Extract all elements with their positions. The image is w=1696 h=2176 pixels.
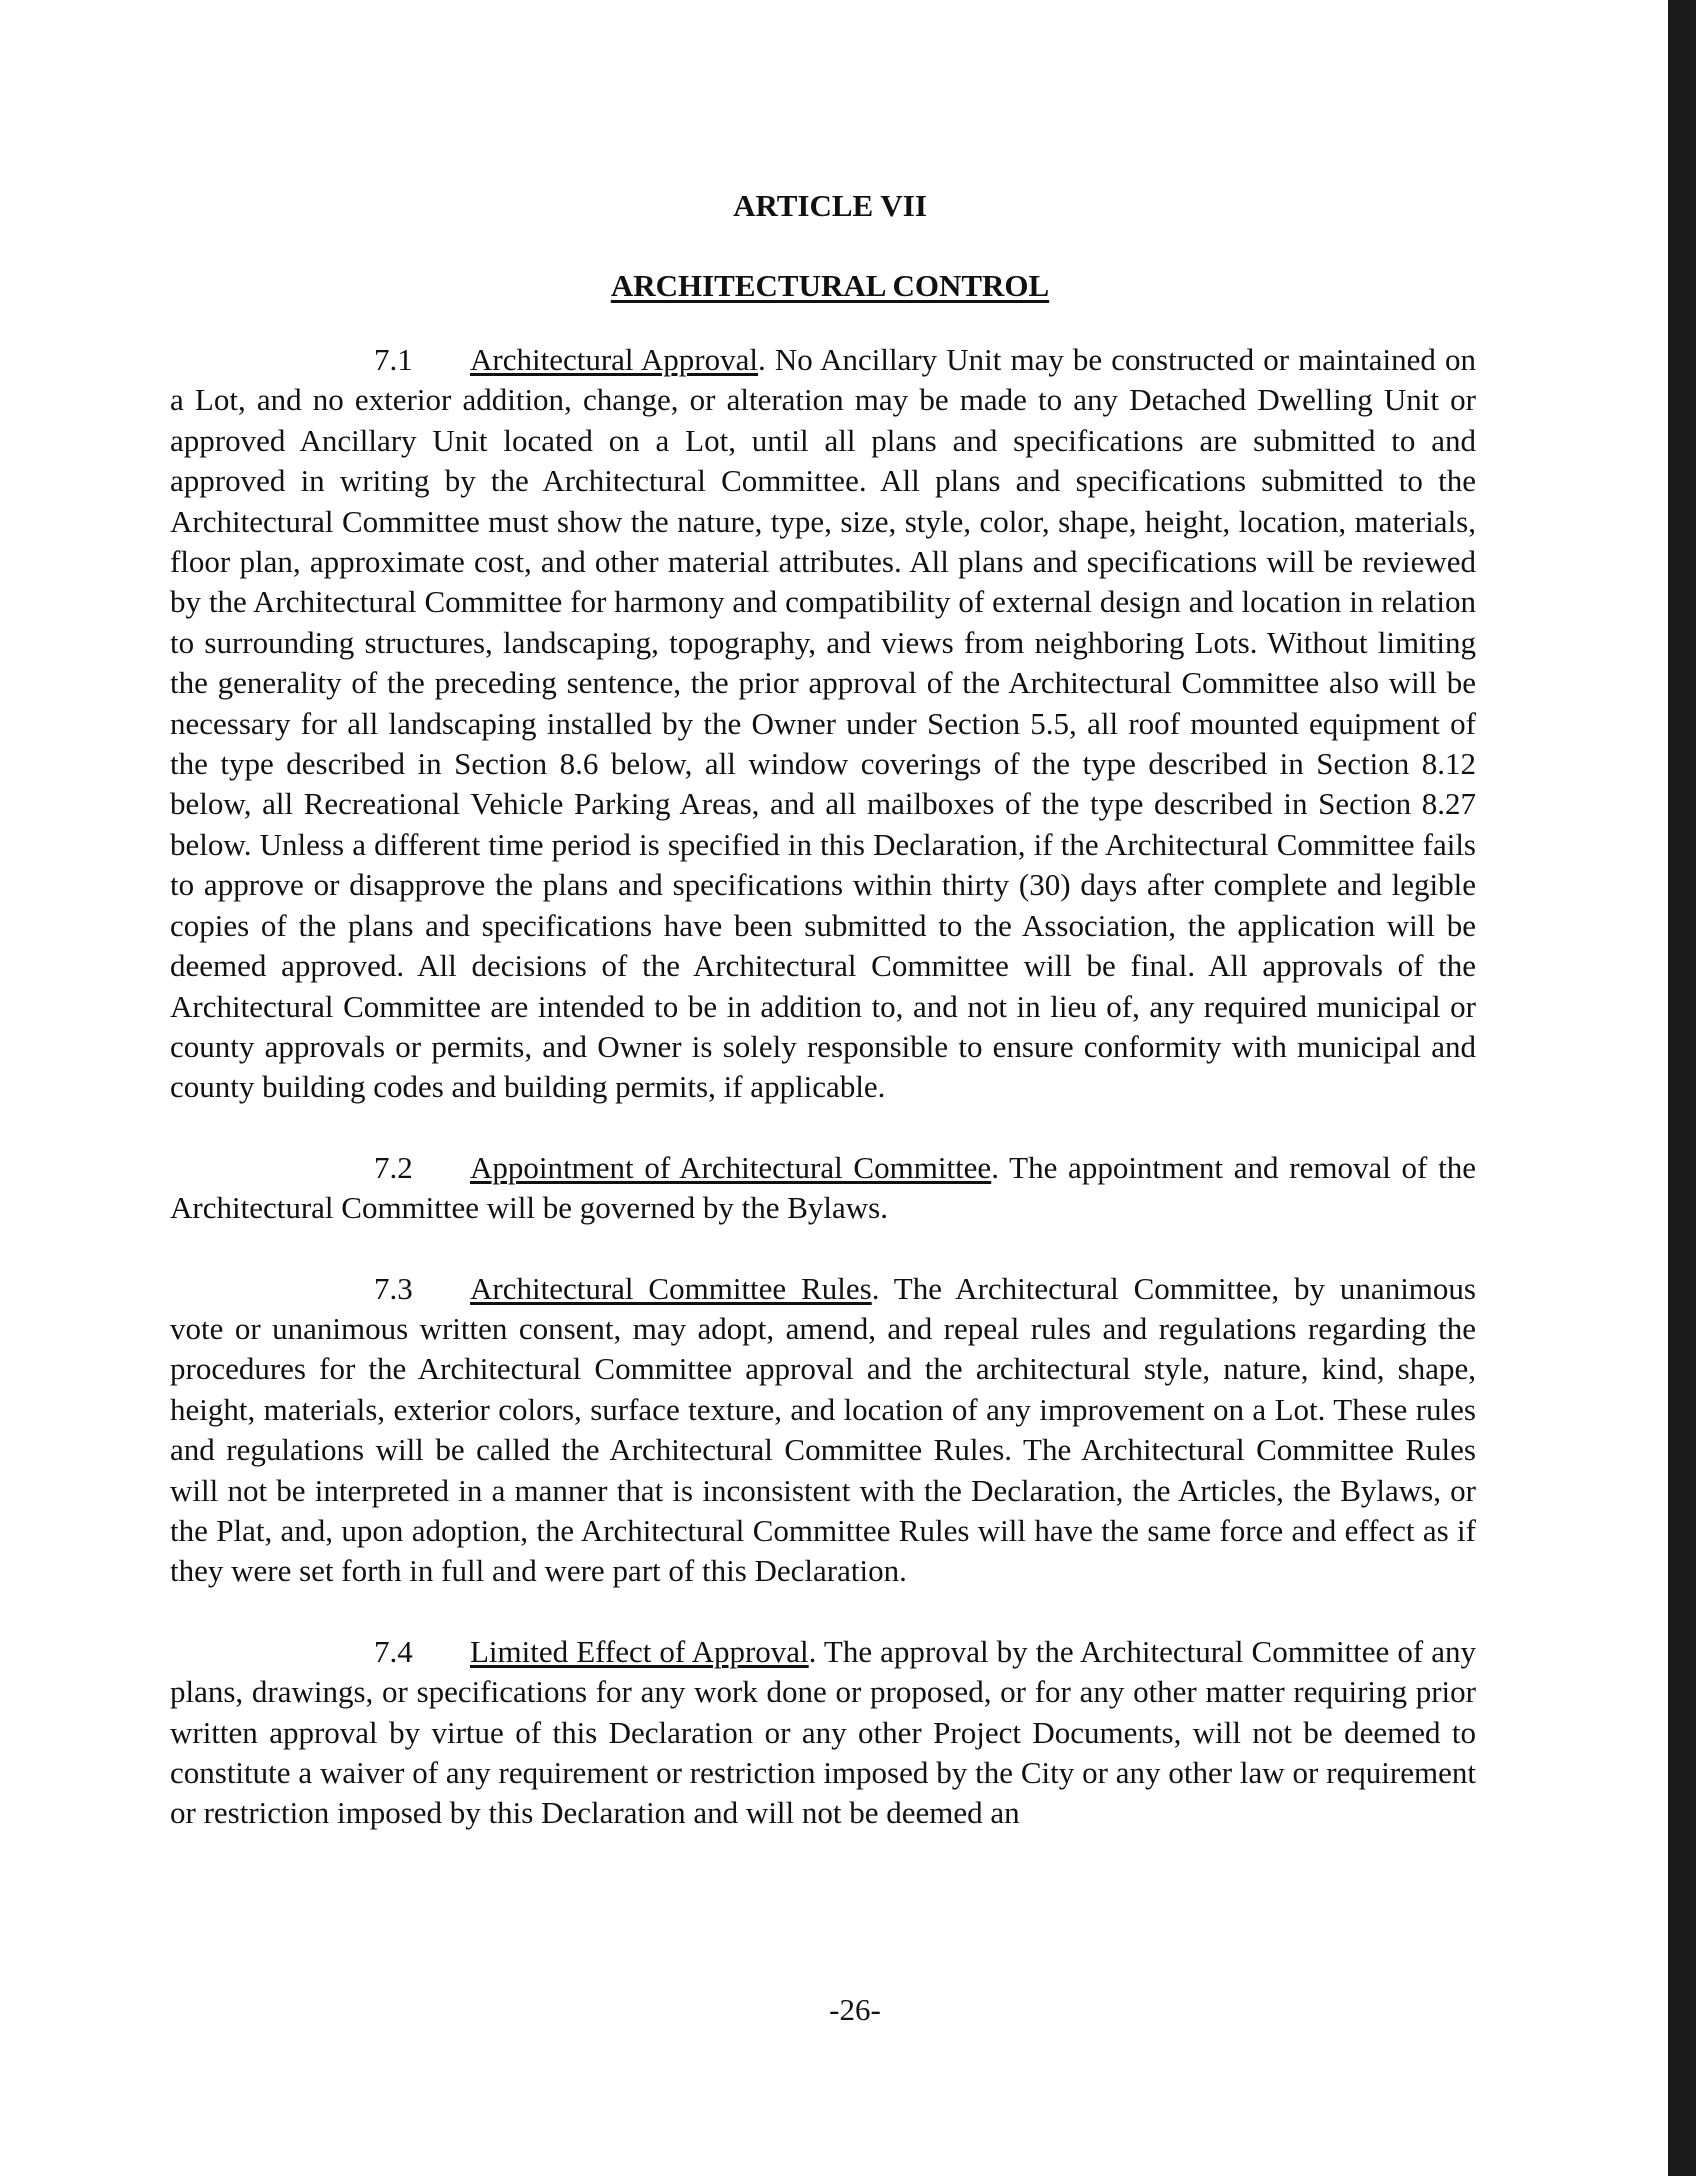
- section-heading: Architectural Approval: [470, 342, 758, 377]
- article-title: ARCHITECTURAL CONTROL: [610, 268, 1050, 303]
- section-7-3: [170, 1269, 1476, 1592]
- scan-edge-bar: [1668, 0, 1696, 2176]
- section-body: . The appointment and removal of the Architectural Committee will be governed by the Bylaws.: [170, 1149, 1476, 1226]
- article-title-wrap: [170, 266, 1476, 306]
- article-number: ARTICLE VII: [733, 188, 927, 223]
- section-heading: Appointment of Architectural Committee: [470, 1149, 992, 1185]
- section-body: . The approval by the Architectural Committee of any plans, drawings, or specifications for any work done or proposed, or for any other matter requiring prior written approval by virtue of this Declaration or any other Project Documents, will not be deemed to constitute a waiver of any requirement or restriction imposed by the City or any other law or requirement or restriction imposed by this Declaration and will not be deemed an: [170, 1633, 1476, 1831]
- section-7-1: [170, 340, 1476, 1108]
- section-number: 7.2: [374, 1149, 413, 1185]
- section-heading: Architectural Committee Rules: [470, 1270, 872, 1306]
- section-body: . No Ancillary Unit may be constructed or maintained on a Lot, and no exterior addition, change, or alteration may be made to any Detached Dwelling Unit or approved Ancillary Unit located on a Lot, until all plans and specifications are submitted to and approved in writing by the Architectural Committee. All plans and specifications submitted to the Architectural Committee must show the nature, type, size, style, color, shape, height, location, materials, floor plan, approximate cost, and other material attributes. All plans and specifications will be reviewed by the Architectural Committee for harmony and compatibility of external design and location in relation to surrounding structures, landscaping, topography, and views from neighboring Lots. Without limiting the generality of the preceding sentence, the prior approval of the Architectural Committee also will be necessary for all landscaping installed by the Owner under Section 5.5, all roof mounted equipment of the type described in Section 8.6 below, all window coverings of the type described in Section 8.12 below, all Recreational Vehicle Parking Areas, and all mailboxes of the type described in Section 8.27 below. Unless a different time period is specified in this Declaration, if the Architectural Committee fails to approve or disapprove the plans and specifications within thirty (30) days after complete and legible copies of the plans and specifications have been submitted to the Association, the application will be deemed approved. All decisions of the Architectural Committee will be final. All approvals of the Architectural Committee are intended to be in addition to, and not in lieu of, any required municipal or county approvals or permits, and Owner is solely responsible to ensure conformity with municipal and county building codes and building permits, if applicable.: [170, 342, 1476, 1105]
- page-content: [170, 186, 1476, 1834]
- section-heading: Limited Effect of Approval: [470, 1633, 809, 1669]
- section-number: 7.1: [374, 342, 413, 377]
- section-body: . The Architectural Committee, by unanimous vote or unanimous written consent, may adopt, amend, and repeal rules and regulations regarding the procedures for the Architectural Committee approval and the architectural style, nature, kind, shape, height, materials, exterior colors, surface texture, and location of any improvement on a Lot. These rules and regulations will be called the Architectural Committee Rules. The Architectural Committee Rules will not be interpreted in a manner that is inconsistent with the Declaration, the Articles, the Bylaws, or the Plat, and, upon adoption, the Architectural Committee Rules will have the same force and effect as if they were set forth in full and were part of this Declaration.: [170, 1270, 1476, 1589]
- page-number: -26-: [829, 1992, 881, 2027]
- section-number: 7.4: [374, 1633, 413, 1669]
- section-number: 7.3: [374, 1270, 413, 1306]
- section-7-4: [170, 1632, 1476, 1834]
- section-7-2: [170, 1148, 1476, 1229]
